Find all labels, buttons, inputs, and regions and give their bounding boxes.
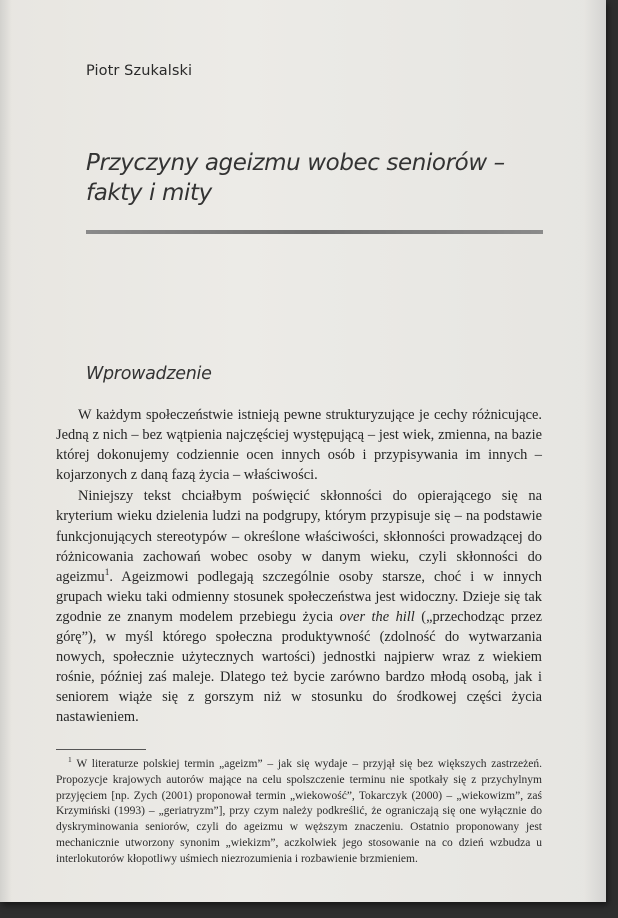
page-spine-shadow (0, 0, 12, 902)
chapter-title-line-2: fakty i mity (86, 180, 212, 206)
paragraph-2-text-c: („przechodząc przez górę”), w myśl którego społeczna produktywność (zdolność do wytwarzania nowych, społecznie użytecznych wartości) jednostki najpierw wraz z wiekiem rośnie, później zaś maleje. Dlatego też bycie zarówno bardzo młodą osobą, jak i seniorem wiąże się z gorszym niż w stosunku do środkowej części życia nastawieniem. (56, 608, 543, 726)
body-text (56, 405, 542, 728)
footnote-reference: 1 (104, 567, 110, 578)
paragraph-2-text-a: Niniejszy tekst chciałbym poświęcić skłonności do opierającego się na kryterium wieku dzielenia ludzi na podgrupy, którym przypisuje się – na podstawie funkcjonujących stereotypów – określone właściwości, skłonności prowadzącej do różnicowania zachowań wobec osoby w danym wieku, czyli skłonności do ageizmu (56, 488, 542, 585)
footnote-text: W literaturze polskiej termin „ageizm” – jak się wydaje – przyjął się bez większych zastrzeżeń. Propozycje krajowych autorów mające na celu spolszczenie terminu nie spotkały się z przychylnym przyjęciem [np. Zych (2001) proponował termin „wiekowość”, Tokarczyk (2000) – „wiekowizm”, zaś Krzymiński (1993) – „geriatryzm”], przy czym należy podkreślić, że ograniczają się one wyłącznie do dyskryminowania seniorów, czyli do ageizmu w węższym znaczeniu. Ostatnio proponowany jest mechanicznie utworzony synonim „wiekizm”, aczkolwiek jego stosowanie na co dzień wzbudza u interlokutorów kłopotliwy uśmiech niezrozumienia i rozbawienie brzmieniem. (56, 758, 542, 865)
paragraph-1: W każdym społeczeństwie istnieją pewne strukturyzujące je cechy różnicujące. Jedną z nich – bez wątpienia najczęściej występującą – jest wiek, zmienna, na bazie której dokonujemy codziennie ocen innych osób i przypisywania im innych – kojarzonych z daną fazą życia – właściwości. (56, 407, 542, 484)
paragraph-2-italic-phrase: over the hill (339, 608, 415, 625)
chapter-title (86, 148, 546, 208)
footnote-paragraph (56, 757, 542, 868)
title-divider (86, 230, 543, 234)
footnote (56, 757, 542, 868)
footnote-divider (56, 749, 146, 750)
paragraph-2 (56, 486, 542, 727)
section-heading: Wprowadzenie (86, 364, 212, 384)
paragraph-2-text-b: . Ageizmowi podlegają szczególnie osoby starsze, choć i w innych grupach wieku taki odmienny stosunek społeczeństwa jest widoczny. Dzieje się tak zgodnie ze znanym modelem przebiegu życia (56, 568, 542, 625)
chapter-title-line-1: Przyczyny ageizmu wobec seniorów – (86, 150, 505, 176)
author-name: Piotr Szukalski (86, 63, 193, 79)
footnote-number: 1 (68, 755, 72, 765)
page-edge-shadow (584, 0, 606, 902)
